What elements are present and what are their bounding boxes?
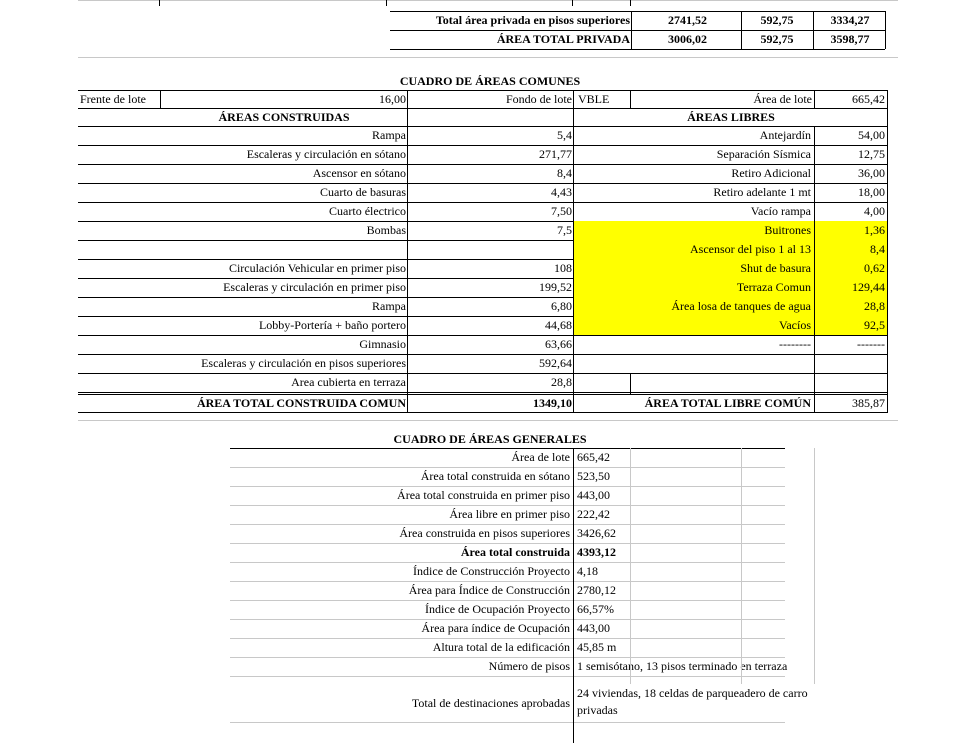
construida-row-label: Rampa bbox=[372, 128, 406, 142]
libre-row-value: 4,00 bbox=[864, 204, 885, 218]
libre-row-label: Área losa de tanques de agua bbox=[671, 299, 811, 313]
libre-row-label: Vacío rampa bbox=[750, 204, 811, 218]
libre-row-value: 0,62 bbox=[864, 261, 885, 275]
generales-row-label: Área total construida bbox=[460, 545, 570, 559]
generales-row-value: 4393,12 bbox=[577, 545, 616, 559]
libre-row-label: Antejardín bbox=[759, 128, 811, 142]
top-row1-value-1: 2741,52 bbox=[668, 13, 707, 27]
construida-row-label: Cuarto électrico bbox=[329, 204, 406, 218]
generales-row-value: 3426,62 bbox=[577, 526, 616, 540]
construida-row-value: 4,43 bbox=[551, 185, 572, 199]
libre-row-value: 8,4 bbox=[870, 242, 885, 256]
libre-row-value: 129,44 bbox=[852, 280, 885, 294]
generales-row-label: Altura total de la edificación bbox=[432, 640, 570, 654]
top-row1-value-3: 3334,27 bbox=[830, 13, 870, 27]
generales-title: CUADRO DE ÁREAS GENERALES bbox=[393, 432, 587, 446]
generales-row-label: Área total construida en sótano bbox=[420, 469, 570, 483]
libre-row-label: Retiro adelante 1 mt bbox=[713, 185, 811, 199]
generales-row-value: 665,42 bbox=[577, 450, 610, 464]
generales-row-value: 523,50 bbox=[577, 469, 610, 483]
construida-row-value: 7,50 bbox=[551, 204, 572, 218]
generales-row-label: Índice de Construcción Proyecto bbox=[413, 564, 570, 578]
generales-row-value: 1 semisótano, 13 pisos terminado en terraza bbox=[577, 659, 788, 673]
frente-lote-value: 16,00 bbox=[379, 92, 406, 106]
construida-row-label: Escaleras y circulación en sótano bbox=[246, 147, 406, 161]
comunes-title: CUADRO DE ÁREAS COMUNES bbox=[399, 74, 581, 88]
generales-row-value: 45,85 m bbox=[577, 640, 617, 654]
fondo-lote-value: VBLE bbox=[578, 92, 610, 106]
top-row2-value-2: 592,75 bbox=[760, 32, 794, 46]
libre-row-value: 1,36 bbox=[864, 223, 885, 237]
total-destinaciones-label: Total de destinaciones aprobadas bbox=[411, 696, 570, 710]
generales-row-value: 2780,12 bbox=[577, 583, 616, 597]
libre-row-value: 18,00 bbox=[858, 185, 885, 199]
generales-row-value: 443,00 bbox=[577, 621, 610, 635]
construida-row-label: Ascensor en sótano bbox=[312, 166, 406, 180]
total-construida-comun-value: 1349,10 bbox=[533, 396, 572, 410]
construida-row-label: Rampa bbox=[372, 299, 406, 313]
generales-row-label: Área libre en primer piso bbox=[449, 507, 570, 521]
construida-row-value: 592,64 bbox=[539, 356, 572, 370]
total-destinaciones-value-line1: 24 viviendas, 18 celdas de parqueadero de carro bbox=[577, 686, 808, 700]
construida-row-label: Escaleras y circulación en pisos superiores bbox=[201, 356, 406, 370]
areas-libres-title: ÁREAS LIBRES bbox=[687, 110, 775, 124]
total-libre-comun-value: 385,87 bbox=[852, 396, 885, 410]
areas-construidas-title: ÁREAS CONSTRUIDAS bbox=[218, 110, 350, 124]
construida-row-value: 271,77 bbox=[539, 147, 572, 161]
generales-row-label: Área para índice de Ocupación bbox=[421, 621, 570, 635]
construida-row-value: 199,52 bbox=[539, 280, 572, 294]
libre-row-label: Ascensor del piso 1 al 13 bbox=[690, 242, 811, 256]
construida-row-value: 28,8 bbox=[551, 375, 572, 389]
total-libre-comun-label: ÁREA TOTAL LIBRE COMÚN bbox=[644, 396, 811, 410]
top-total-privada-superiores-label: Total área privada en pisos superiores bbox=[435, 13, 630, 27]
libre-row-value: 54,00 bbox=[858, 128, 885, 142]
construida-row-label: Gimnasio bbox=[359, 337, 406, 351]
libre-row-value: 28,8 bbox=[864, 299, 885, 313]
generales-row-value: 443,00 bbox=[577, 488, 610, 502]
libre-row-value: ------- bbox=[857, 337, 885, 351]
construida-row-value: 63,66 bbox=[545, 337, 572, 351]
generales-row-label: Número de pisos bbox=[488, 659, 570, 673]
libre-row-label: Shut de basura bbox=[740, 261, 811, 275]
frente-lote-label: Frente de lote bbox=[80, 92, 146, 106]
construida-row-value: 108 bbox=[554, 261, 572, 275]
libre-row-value: 36,00 bbox=[858, 166, 885, 180]
top-row2-value-3: 3598,77 bbox=[830, 32, 870, 46]
top-area-total-privada-label: ÁREA TOTAL PRIVADA bbox=[496, 32, 630, 46]
area-lote-label: Área de lote bbox=[753, 92, 812, 106]
construida-row-label: Cuarto de basuras bbox=[320, 185, 406, 199]
libre-row-label: Vacíos bbox=[779, 318, 811, 332]
construida-row-label: Escaleras y circulación en primer piso bbox=[223, 280, 406, 294]
total-construida-comun-label: ÁREA TOTAL CONSTRUIDA COMUN bbox=[196, 396, 406, 410]
top-row1-value-2: 592,75 bbox=[760, 13, 794, 27]
total-destinaciones-value-line2: privadas bbox=[577, 703, 618, 717]
construida-row-label: Bombas bbox=[366, 223, 406, 237]
generales-row-value: 4,18 bbox=[577, 564, 598, 578]
construida-row-label: Circulación Vehicular en primer piso bbox=[228, 261, 406, 275]
generales-row-label: Área total construida en primer piso bbox=[397, 488, 570, 502]
construida-row-value: 5,4 bbox=[557, 128, 572, 142]
construida-row-label: Lobby-Portería + baño portero bbox=[258, 318, 406, 332]
libre-row-label: -------- bbox=[779, 337, 811, 351]
libre-row-label: Terraza Comun bbox=[736, 280, 811, 294]
construida-row-value: 44,68 bbox=[545, 318, 572, 332]
top-row2-value-1: 3006,02 bbox=[668, 32, 707, 46]
libre-row-label: Buitrones bbox=[764, 223, 811, 237]
generales-row-label: Área para Índice de Construcción bbox=[408, 583, 570, 597]
libre-row-value: 92,5 bbox=[864, 318, 885, 332]
libre-row-label: Separación Sísmica bbox=[716, 147, 811, 161]
construida-row-value: 6,80 bbox=[551, 299, 572, 313]
generales-row-label: Índice de Ocupación Proyecto bbox=[425, 602, 570, 616]
construida-row-value: 8,4 bbox=[557, 166, 572, 180]
construida-row-value: 7,5 bbox=[557, 223, 572, 237]
libre-row-label: Retiro Adicional bbox=[731, 166, 811, 180]
area-lote-value: 665,42 bbox=[852, 92, 885, 106]
generales-row-value: 222,42 bbox=[577, 507, 610, 521]
libre-row-value: 12,75 bbox=[858, 147, 885, 161]
fondo-lote-label: Fondo de lote bbox=[506, 92, 572, 106]
generales-row-value: 66,57% bbox=[577, 602, 614, 616]
construida-row-label: Area cubierta en terraza bbox=[291, 375, 406, 389]
generales-row-label: Área construida en pisos superiores bbox=[399, 526, 570, 540]
generales-row-label: Área de lote bbox=[511, 450, 570, 464]
